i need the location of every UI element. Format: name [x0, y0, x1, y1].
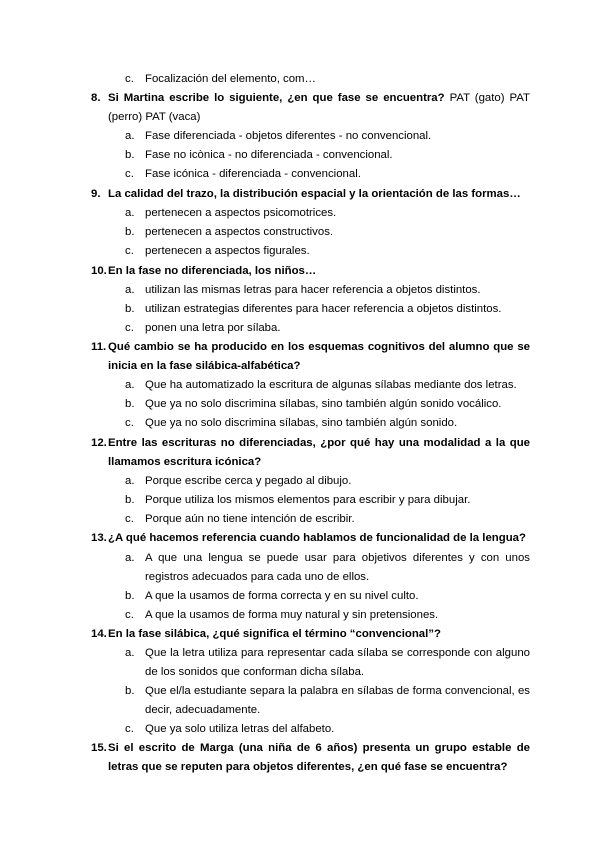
option-14c	[125, 720, 530, 739]
option-text: A que la usamos de forma correcta y en su nivel culto.	[145, 590, 419, 602]
option-14b	[125, 682, 530, 720]
option-10b	[125, 300, 530, 319]
question-number: 12.	[91, 437, 107, 449]
question-11	[91, 338, 530, 376]
question-number: 8.	[91, 92, 101, 104]
option-13b	[125, 587, 530, 606]
option-letter: c.	[125, 245, 134, 257]
option-text: pertenecen a aspectos psicomotrices.	[145, 207, 337, 219]
option-text: A que una lengua se puede usar para objetivos diferentes y con unos registros adecuados para cada uno de ellos.	[145, 552, 530, 583]
question-text: Si el escrito de Marga (una niña de 6 años) presenta un grupo estable de letras que se reputen para objetos diferentes, ¿en qué fase se encuentra?	[108, 742, 530, 773]
question-text: La calidad del trazo, la distribución espacial y la orientación de las formas…	[108, 188, 521, 200]
question-8	[91, 89, 530, 127]
option-12b	[125, 491, 530, 510]
option-letter: c.	[125, 73, 134, 85]
question-text: Entre las escrituras no diferenciadas, ¿por qué hay una modalidad a la que llamamos escritura icónica?	[108, 437, 530, 468]
question-extra-text: PAT (gato) PAT (perro) PAT (vaca)	[108, 92, 530, 123]
option-letter: c.	[125, 723, 134, 735]
option-letter: a.	[125, 647, 135, 659]
option-letter: c.	[125, 609, 134, 621]
option-9c	[125, 242, 530, 261]
option-text: Porque escribe cerca y pegado al dibujo.	[145, 475, 352, 487]
option-letter: a.	[125, 284, 135, 296]
option-text: Focalización del elemento, com…	[145, 73, 316, 85]
option-13a	[125, 549, 530, 587]
option-text: Porque utiliza los mismos elementos para escribir y para dibujar.	[145, 494, 471, 506]
option-text: A que la usamos de forma muy natural y sin pretensiones.	[145, 609, 439, 621]
option-letter: a.	[125, 475, 135, 487]
question-text: En la fase silábica, ¿qué significa el término “convencional”?	[108, 628, 441, 640]
option-11c	[125, 414, 530, 433]
option-letter: c.	[125, 322, 134, 334]
question-14	[91, 625, 530, 644]
option-13c	[125, 606, 530, 625]
option-7c	[125, 70, 530, 89]
option-text: pertenecen a aspectos constructivos.	[145, 226, 334, 238]
option-text: Que ya solo utiliza letras del alfabeto.	[145, 723, 335, 735]
option-letter: b.	[125, 303, 135, 315]
question-text: Qué cambio se ha producido en los esquemas cognitivos del alumno que se inicia en la fase silábica-alfabética?	[108, 341, 530, 372]
question-number: 10.	[91, 265, 107, 277]
option-letter: c.	[125, 513, 134, 525]
option-12a	[125, 472, 530, 491]
option-letter: c.	[125, 417, 134, 429]
option-letter: a.	[125, 207, 135, 219]
option-text: ponen una letra por sílaba.	[145, 322, 281, 334]
option-letter: a.	[125, 379, 135, 391]
option-text: Fase no icònica - no diferenciada - convencional.	[145, 149, 393, 161]
option-10c	[125, 319, 530, 338]
question-9	[91, 185, 530, 204]
question-text: Si Martina escribe lo siguiente, ¿en que fase se encuentra?	[108, 92, 445, 104]
question-text: ¿A qué hacemos referencia cuando hablamos de funcionalidad de la lengua?	[108, 532, 526, 544]
option-text: utilizan estrategias diferentes para hacer referencia a objetos distintos.	[145, 303, 502, 315]
option-text: Que el/la estudiante separa la palabra en sílabas de forma convencional, es decir, adecuadamente.	[145, 685, 530, 716]
question-number: 14.	[91, 628, 107, 640]
option-text: utilizan las mismas letras para hacer referencia a objetos distintos.	[145, 284, 481, 296]
question-10	[91, 262, 530, 281]
option-9b	[125, 223, 530, 242]
option-letter: b.	[125, 494, 135, 506]
option-12c	[125, 510, 530, 529]
option-14a	[125, 644, 530, 682]
option-text: Que la letra utiliza para representar cada sílaba se corresponde con alguno de los sonidos que conforman dicha sílaba.	[145, 647, 530, 678]
option-text: Porque aún no tiene intención de escribir.	[145, 513, 355, 525]
option-letter: b.	[125, 149, 135, 161]
option-text: Fase diferenciada - objetos diferentes - no convencional.	[145, 130, 432, 142]
option-8a	[125, 127, 530, 146]
option-8c	[125, 165, 530, 184]
option-letter: b.	[125, 590, 135, 602]
option-text: Que ha automatizado la escritura de algunas sílabas mediante dos letras.	[145, 379, 517, 391]
option-letter: a.	[125, 552, 135, 564]
option-10a	[125, 281, 530, 300]
question-12	[91, 434, 530, 472]
question-number: 13.	[91, 532, 107, 544]
option-text: Que ya no solo discrimina sílabas, sino también algún sonido vocálico.	[145, 398, 502, 410]
question-number: 15.	[91, 742, 107, 754]
option-11a	[125, 376, 530, 395]
option-text: Fase icónica - diferenciada - convencional.	[145, 168, 361, 180]
option-letter: c.	[125, 168, 134, 180]
option-9a	[125, 204, 530, 223]
option-8b	[125, 146, 530, 165]
option-letter: a.	[125, 130, 135, 142]
question-15	[91, 739, 530, 777]
question-number: 9.	[91, 188, 101, 200]
option-letter: b.	[125, 685, 135, 697]
question-number: 11.	[91, 341, 107, 353]
option-letter: b.	[125, 398, 135, 410]
option-text: Que ya no solo discrimina sílabas, sino también algún sonido.	[145, 417, 458, 429]
question-13	[91, 529, 530, 548]
option-letter: b.	[125, 226, 135, 238]
option-11b	[125, 395, 530, 414]
question-text: En la fase no diferenciada, los niños…	[108, 265, 317, 277]
option-text: pertenecen a aspectos figurales.	[145, 245, 310, 257]
